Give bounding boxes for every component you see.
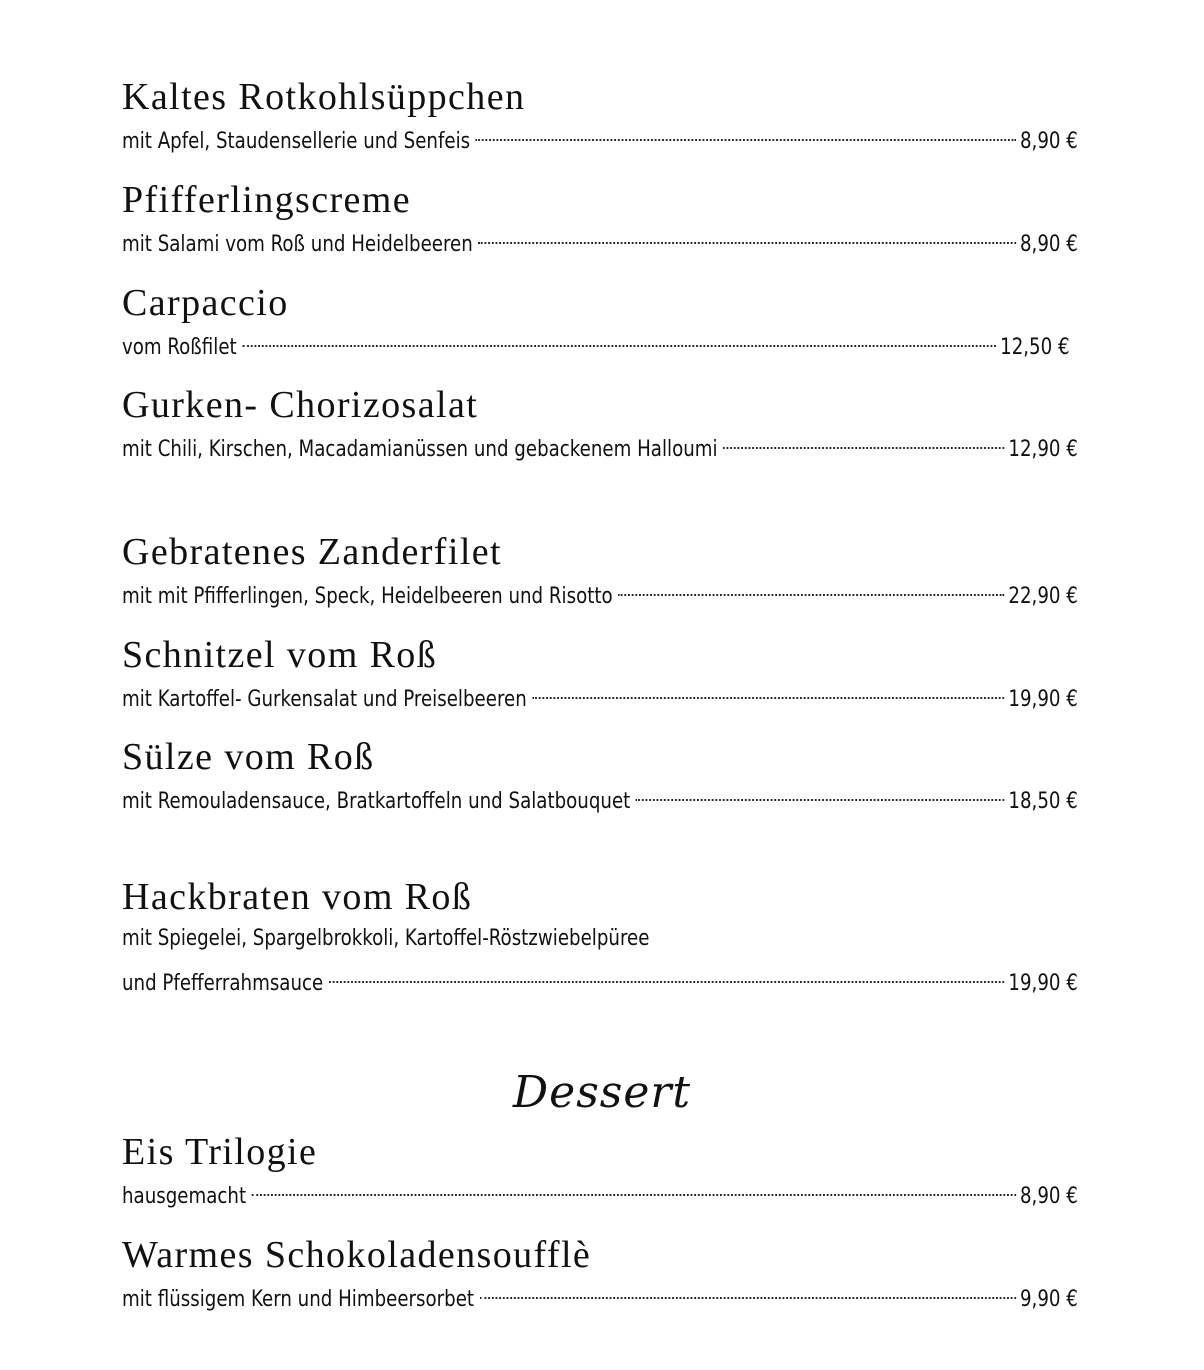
menu-item [122,1234,1078,1312]
dish-title: Gurken- Chorizosalat [122,384,479,426]
leader-dots [252,1173,1017,1203]
dish-title: Carpaccio [122,282,289,324]
leader-dots [478,221,1016,251]
dish-description-line: mit Spiegelei, Spargelbrokkoli, Kartoffel-Röstzwiebelpüree [122,926,650,951]
dish-row [122,118,1078,154]
menu-item [122,76,1078,154]
dish-price: 19,90 € [1008,971,1078,996]
dish-row [122,573,1078,609]
leader-dots [618,573,1005,603]
dish-row [122,778,1078,814]
dish-description: mit Kartoffel- Gurkensalat und Preiselbeeren [122,687,527,712]
dish-price: 8,90 € [1019,129,1078,154]
leader-dots [723,426,1005,456]
dish-title: Schnitzel vom Roß [122,634,438,676]
dish-title: Warmes Schokoladensoufflè [122,1234,592,1276]
dish-title: Eis Trilogie [122,1131,318,1173]
dish-title: Gebratenes Zanderfilet [122,531,502,573]
dish-title: Pfifferlingscreme [122,179,412,221]
dish-row [122,1173,1078,1209]
leader-dots [532,676,1004,706]
dish-price: 8,90 € [1019,232,1078,257]
menu-item [122,384,1078,462]
dish-title: Kaltes Rotkohlsüppchen [122,76,526,118]
menu-item [122,736,1078,814]
menu-item [122,876,1078,996]
menu-item [122,282,1070,360]
leader-dots [329,960,1005,990]
dish-description: mit mit Pfifferlingen, Speck, Heidelbeeren und Risotto [122,584,613,609]
leader-dots [480,1276,1017,1306]
dish-description: mit flüssigem Kern und Himbeersorbet [122,1287,475,1312]
dish-description: mit Salami vom Roß und Heidelbeeren [122,232,473,257]
leader-dots [242,324,996,354]
menu-item [122,531,1078,609]
dish-price: 19,90 € [1008,687,1078,712]
dish-description: mit Apfel, Staudensellerie und Senfeis [122,129,471,154]
dish-price: 8,90 € [1019,1184,1078,1209]
dish-row [122,1276,1078,1312]
menu-item [122,179,1078,257]
dish-description: vom Roßfilet [122,335,237,360]
leader-dots [476,118,1017,148]
dish-description: hausgemacht [122,1184,247,1209]
dish-row [122,960,1078,996]
dish-description: mit Chili, Kirschen, Macadamianüssen und gebackenem Halloumi [122,437,718,462]
dish-price: 12,90 € [1008,437,1078,462]
menu-item [122,634,1078,712]
dish-description: und Pfefferrahmsauce [122,971,324,996]
leader-dots [636,778,1005,808]
dish-row [122,221,1078,257]
dish-title: Sülze vom Roß [122,736,375,778]
dish-row [122,676,1078,712]
dish-row [122,324,1070,360]
dish-price: 18,50 € [1008,789,1078,814]
dish-description: mit Remouladensauce, Bratkartoffeln und Salatbouquet [122,789,631,814]
dish-price: 9,90 € [1019,1287,1078,1312]
dish-price: 22,90 € [1008,584,1078,609]
dessert-heading: Dessert [512,1067,692,1118]
menu-item [122,1131,1078,1209]
dish-row [122,426,1078,462]
dish-price: 12,50 € [1000,335,1070,360]
dish-title: Hackbraten vom Roß [122,876,473,918]
